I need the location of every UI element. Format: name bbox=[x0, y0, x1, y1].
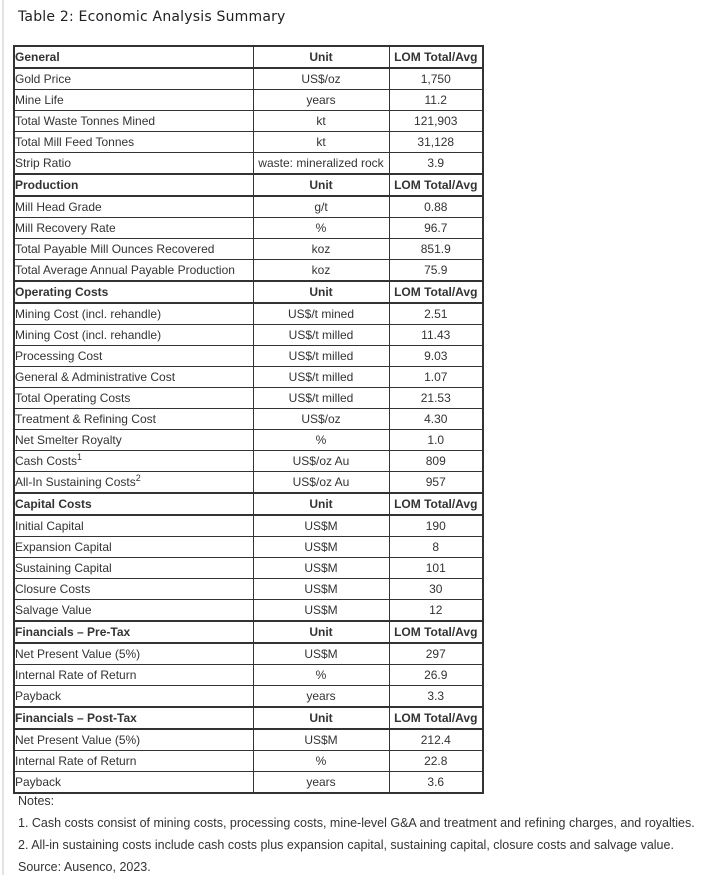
page-title: Table 2: Economic Analysis Summary bbox=[18, 9, 286, 25]
row-value: 0.88 bbox=[389, 196, 483, 218]
notes-block bbox=[18, 790, 695, 878]
row-label: Processing Cost bbox=[14, 346, 253, 367]
table-row bbox=[14, 388, 483, 409]
row-unit: US$/t milled bbox=[253, 388, 389, 409]
section-label: Operating Costs bbox=[14, 281, 253, 303]
table-row bbox=[14, 218, 483, 239]
unit-column-header: Unit bbox=[253, 707, 389, 729]
row-unit: years bbox=[253, 686, 389, 708]
table-row bbox=[14, 643, 483, 665]
row-label: Mining Cost (incl. rehandle) bbox=[14, 303, 253, 325]
row-label: General & Administrative Cost bbox=[14, 367, 253, 388]
row-unit: years bbox=[253, 772, 389, 794]
row-value: 22.8 bbox=[389, 751, 483, 772]
table-row bbox=[14, 600, 483, 622]
table-row bbox=[14, 111, 483, 132]
table-row bbox=[14, 196, 483, 218]
row-value: 4.30 bbox=[389, 409, 483, 430]
row-unit: US$M bbox=[253, 729, 389, 751]
row-value: 3.3 bbox=[389, 686, 483, 708]
table-row bbox=[14, 751, 483, 772]
row-value: 3.9 bbox=[389, 153, 483, 175]
section-label: Production bbox=[14, 174, 253, 196]
section-header-row bbox=[14, 621, 483, 643]
section-label: Financials – Pre-Tax bbox=[14, 621, 253, 643]
table-row bbox=[14, 558, 483, 579]
row-value: 957 bbox=[389, 472, 483, 494]
row-label: Payback bbox=[14, 686, 253, 708]
row-value: 190 bbox=[389, 515, 483, 537]
unit-column-header: Unit bbox=[253, 281, 389, 303]
table-row bbox=[14, 430, 483, 451]
section-label: Financials – Post-Tax bbox=[14, 707, 253, 729]
row-value: 8 bbox=[389, 537, 483, 558]
total-column-header: LOM Total/Avg bbox=[389, 493, 483, 515]
table-row bbox=[14, 153, 483, 175]
row-value: 212.4 bbox=[389, 729, 483, 751]
row-value: 96.7 bbox=[389, 218, 483, 239]
row-value: 11.43 bbox=[389, 325, 483, 346]
row-label: Total Waste Tonnes Mined bbox=[14, 111, 253, 132]
table-row bbox=[14, 68, 483, 90]
row-label: Initial Capital bbox=[14, 515, 253, 537]
row-value: 9.03 bbox=[389, 346, 483, 367]
row-unit: US$/oz Au bbox=[253, 451, 389, 472]
row-unit: g/t bbox=[253, 196, 389, 218]
table-row bbox=[14, 90, 483, 111]
row-label: Total Average Annual Payable Production bbox=[14, 260, 253, 282]
row-label: Net Smelter Royalty bbox=[14, 430, 253, 451]
row-value: 101 bbox=[389, 558, 483, 579]
unit-column-header: Unit bbox=[253, 174, 389, 196]
table-row bbox=[14, 665, 483, 686]
row-label: Salvage Value bbox=[14, 600, 253, 622]
row-label: Mill Head Grade bbox=[14, 196, 253, 218]
row-label: Internal Rate of Return bbox=[14, 751, 253, 772]
table-row bbox=[14, 686, 483, 708]
total-column-header: LOM Total/Avg bbox=[389, 281, 483, 303]
table-body bbox=[14, 46, 483, 793]
economic-analysis-table bbox=[13, 45, 484, 794]
row-unit: US$/t milled bbox=[253, 367, 389, 388]
row-unit: koz bbox=[253, 260, 389, 282]
row-value: 75.9 bbox=[389, 260, 483, 282]
page-left-border bbox=[2, 0, 4, 875]
footnote-marker: 2 bbox=[135, 473, 141, 483]
table-row bbox=[14, 239, 483, 260]
table-row bbox=[14, 515, 483, 537]
row-label: Expansion Capital bbox=[14, 537, 253, 558]
total-column-header: LOM Total/Avg bbox=[389, 707, 483, 729]
row-value: 1,750 bbox=[389, 68, 483, 90]
row-label: Treatment & Refining Cost bbox=[14, 409, 253, 430]
row-label: Closure Costs bbox=[14, 579, 253, 600]
row-label: Total Mill Feed Tonnes bbox=[14, 132, 253, 153]
row-value: 3.6 bbox=[389, 772, 483, 794]
row-unit: US$M bbox=[253, 643, 389, 665]
row-value: 121,903 bbox=[389, 111, 483, 132]
row-unit: kt bbox=[253, 111, 389, 132]
row-label: Mine Life bbox=[14, 90, 253, 111]
unit-column-header: Unit bbox=[253, 493, 389, 515]
row-unit: % bbox=[253, 218, 389, 239]
row-value: 2.51 bbox=[389, 303, 483, 325]
row-unit: US$/t mined bbox=[253, 303, 389, 325]
row-label: Payback bbox=[14, 772, 253, 794]
row-value: 297 bbox=[389, 643, 483, 665]
section-header-row bbox=[14, 46, 483, 68]
row-label: Mining Cost (incl. rehandle) bbox=[14, 325, 253, 346]
row-value: 31,128 bbox=[389, 132, 483, 153]
row-label: Total Operating Costs bbox=[14, 388, 253, 409]
total-column-header: LOM Total/Avg bbox=[389, 621, 483, 643]
table-row bbox=[14, 451, 483, 472]
row-unit: % bbox=[253, 751, 389, 772]
row-value: 21.53 bbox=[389, 388, 483, 409]
row-label: Gold Price bbox=[14, 68, 253, 90]
row-unit: US$M bbox=[253, 537, 389, 558]
row-value: 12 bbox=[389, 600, 483, 622]
row-label: Internal Rate of Return bbox=[14, 665, 253, 686]
row-label: All-In Sustaining Costs$^2$ bbox=[14, 472, 253, 494]
row-unit: US$M bbox=[253, 579, 389, 600]
row-value: 1.07 bbox=[389, 367, 483, 388]
table-row bbox=[14, 325, 483, 346]
row-unit: koz bbox=[253, 239, 389, 260]
table-row bbox=[14, 579, 483, 600]
section-header-row bbox=[14, 493, 483, 515]
table-row bbox=[14, 472, 483, 494]
row-value: 11.2 bbox=[389, 90, 483, 111]
section-label: General bbox=[14, 46, 253, 68]
row-label: Total Payable Mill Ounces Recovered bbox=[14, 239, 253, 260]
table-row bbox=[14, 729, 483, 751]
table-row bbox=[14, 537, 483, 558]
row-value: 26.9 bbox=[389, 665, 483, 686]
table-row bbox=[14, 346, 483, 367]
total-column-header: LOM Total/Avg bbox=[389, 46, 483, 68]
row-unit: US$/oz Au bbox=[253, 472, 389, 494]
row-unit: US$M bbox=[253, 600, 389, 622]
row-unit: % bbox=[253, 665, 389, 686]
row-label: Mill Recovery Rate bbox=[14, 218, 253, 239]
row-unit: US$/oz bbox=[253, 68, 389, 90]
notes-heading: Notes: bbox=[18, 794, 55, 808]
row-unit: US$/t milled bbox=[253, 346, 389, 367]
note-item: 1. Cash costs consist of mining costs, processing costs, mine-level G&A and treatment and refining charges, and royalties. bbox=[18, 816, 695, 830]
total-column-header: LOM Total/Avg bbox=[389, 174, 483, 196]
footnote-marker: 1 bbox=[77, 452, 83, 462]
row-value: 851.9 bbox=[389, 239, 483, 260]
row-unit: US$M bbox=[253, 558, 389, 579]
row-unit: US$/oz bbox=[253, 409, 389, 430]
row-label: Cash Costs$^1$ bbox=[14, 451, 253, 472]
table-row bbox=[14, 367, 483, 388]
row-unit: US$M bbox=[253, 515, 389, 537]
unit-column-header: Unit bbox=[253, 46, 389, 68]
notes-list bbox=[18, 812, 695, 856]
table-row bbox=[14, 303, 483, 325]
section-header-row bbox=[14, 281, 483, 303]
source-line: Source: Ausenco, 2023. bbox=[18, 860, 151, 874]
section-label: Capital Costs bbox=[14, 493, 253, 515]
row-value: 1.0 bbox=[389, 430, 483, 451]
unit-column-header: Unit bbox=[253, 621, 389, 643]
table-row bbox=[14, 409, 483, 430]
table-row bbox=[14, 132, 483, 153]
row-unit: kt bbox=[253, 132, 389, 153]
row-label: Net Present Value (5%) bbox=[14, 643, 253, 665]
row-unit: years bbox=[253, 90, 389, 111]
row-value: 809 bbox=[389, 451, 483, 472]
row-label: Strip Ratio bbox=[14, 153, 253, 175]
section-header-row bbox=[14, 707, 483, 729]
row-unit: waste: mineralized rock bbox=[253, 153, 389, 175]
row-unit: % bbox=[253, 430, 389, 451]
table-row bbox=[14, 260, 483, 282]
row-unit: US$/t milled bbox=[253, 325, 389, 346]
section-header-row bbox=[14, 174, 483, 196]
note-item: 2. All-in sustaining costs include cash costs plus expansion capital, sustaining capital, closure costs and salvage value. bbox=[18, 838, 674, 852]
row-label: Net Present Value (5%) bbox=[14, 729, 253, 751]
row-label: Sustaining Capital bbox=[14, 558, 253, 579]
row-value: 30 bbox=[389, 579, 483, 600]
